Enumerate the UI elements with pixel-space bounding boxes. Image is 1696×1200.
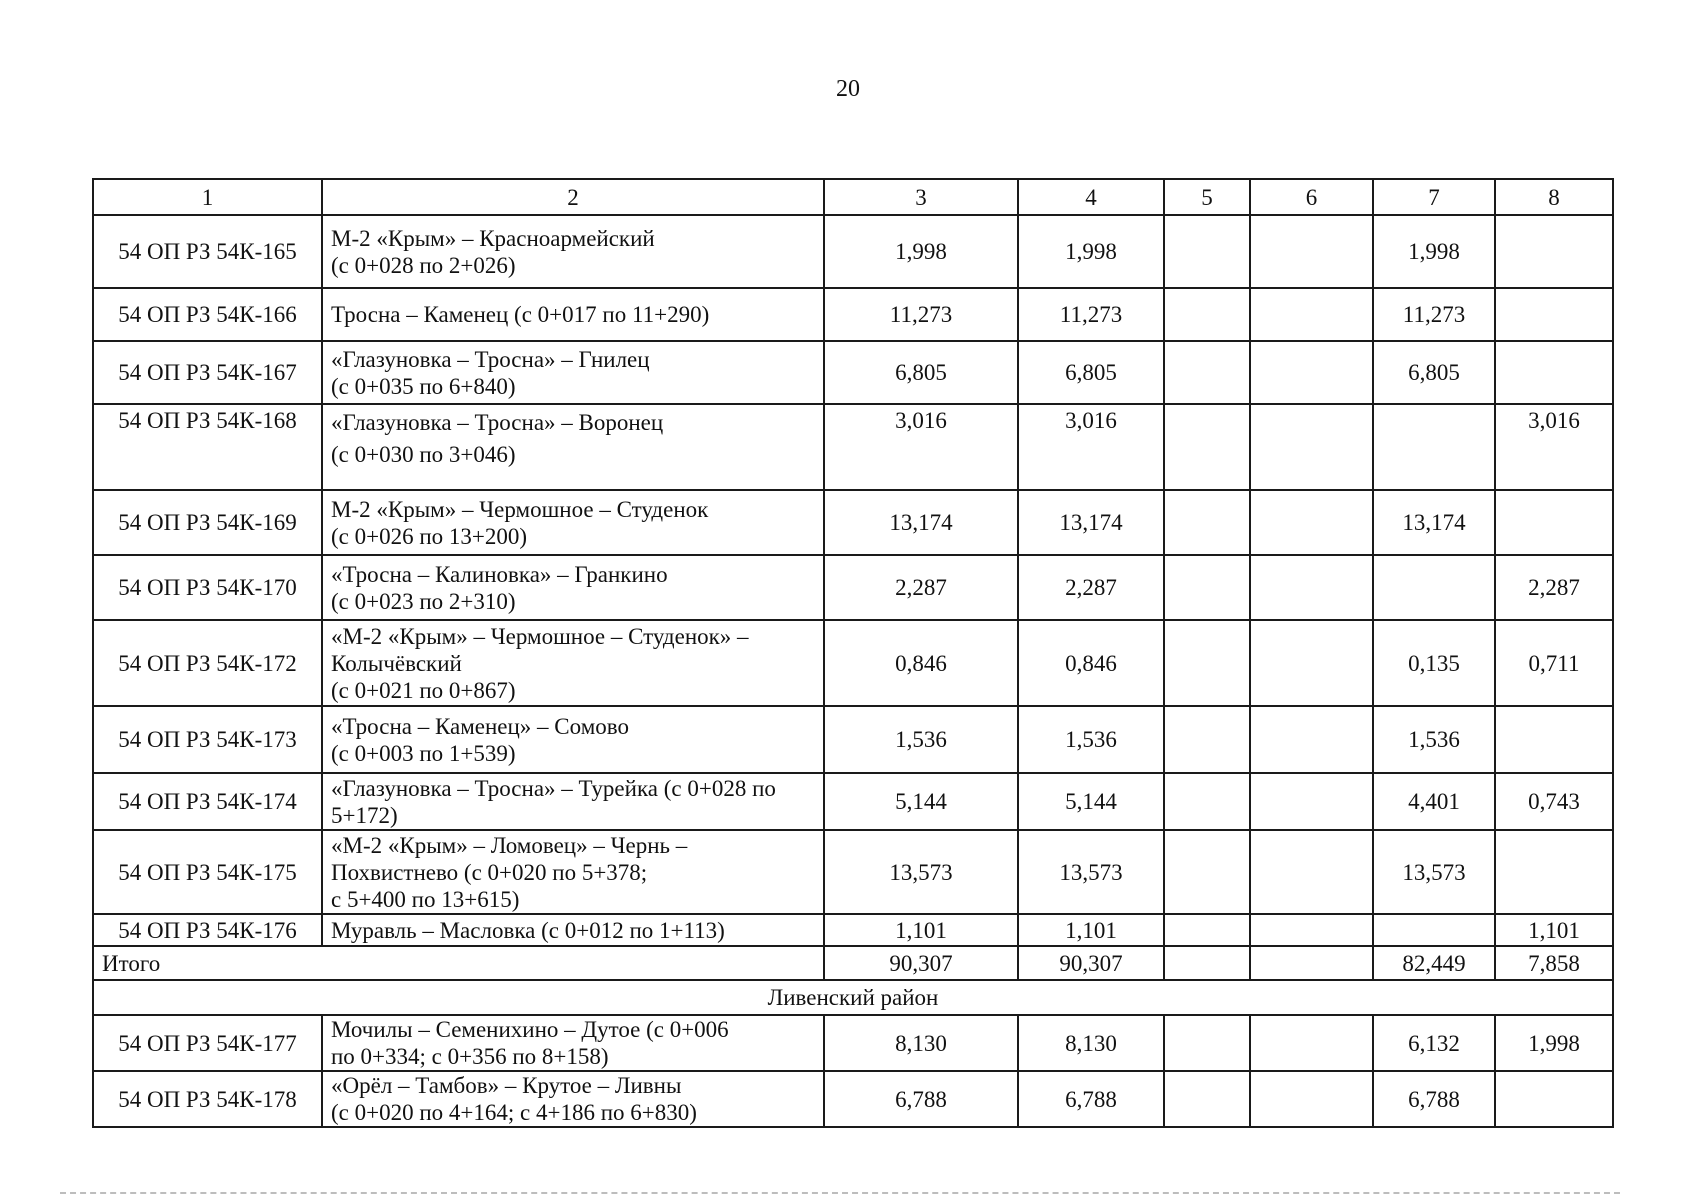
cell-col3: 1,101 xyxy=(824,914,1018,946)
cell-col5 xyxy=(1164,341,1250,404)
cell-col4: 1,998 xyxy=(1018,215,1164,288)
cell-col4: 1,536 xyxy=(1018,706,1164,773)
table-row xyxy=(93,773,1613,830)
cell-col5 xyxy=(1164,215,1250,288)
cell-col3: 0,846 xyxy=(824,620,1018,706)
road-code: 54 ОП РЗ 54К-176 xyxy=(93,914,322,946)
cell-col5 xyxy=(1164,773,1250,830)
cell-col8: 1,998 xyxy=(1495,1015,1613,1071)
cell-col8: 0,743 xyxy=(1495,773,1613,830)
road-name: М-2 «Крым» – Красноармейский (с 0+028 по 2+026) xyxy=(322,215,824,288)
table-row xyxy=(93,620,1613,706)
scan-artifact-line xyxy=(60,1192,1620,1196)
cell-col7: 0,135 xyxy=(1373,620,1495,706)
road-code: 54 ОП РЗ 54К-178 xyxy=(93,1071,322,1127)
cell-col8: 0,711 xyxy=(1495,620,1613,706)
header-cell: 4 xyxy=(1018,179,1164,215)
cell-col5 xyxy=(1164,620,1250,706)
cell-col8 xyxy=(1495,706,1613,773)
cell-col3: 11,273 xyxy=(824,288,1018,341)
cell-col8 xyxy=(1495,215,1613,288)
table-row xyxy=(93,555,1613,620)
header-cell: 3 xyxy=(824,179,1018,215)
cell-col8: 3,016 xyxy=(1495,404,1613,490)
cell-col6 xyxy=(1250,1015,1373,1071)
cell-col8: 1,101 xyxy=(1495,914,1613,946)
road-name: «М-2 «Крым» – Чермошное – Студенок» – Колычёвский (с 0+021 по 0+867) xyxy=(322,620,824,706)
table-row xyxy=(93,341,1613,404)
road-code: 54 ОП РЗ 54К-173 xyxy=(93,706,322,773)
road-name: «Глазуновка – Тросна» – Воронец (с 0+030 по 3+046) xyxy=(322,404,824,490)
cell-col5 xyxy=(1164,490,1250,555)
header-cell: 7 xyxy=(1373,179,1495,215)
road-code: 54 ОП РЗ 54К-170 xyxy=(93,555,322,620)
section-row xyxy=(93,980,1613,1015)
total-col7: 82,449 xyxy=(1373,946,1495,980)
page-number: 20 xyxy=(836,76,860,102)
cell-col7 xyxy=(1373,555,1495,620)
cell-col6 xyxy=(1250,215,1373,288)
column-number-header xyxy=(93,179,1613,215)
cell-col4: 6,788 xyxy=(1018,1071,1164,1127)
header-cell: 8 xyxy=(1495,179,1613,215)
cell-col7: 6,805 xyxy=(1373,341,1495,404)
cell-col6 xyxy=(1250,914,1373,946)
cell-col8 xyxy=(1495,490,1613,555)
cell-col5 xyxy=(1164,555,1250,620)
cell-col8 xyxy=(1495,341,1613,404)
cell-col3: 8,130 xyxy=(824,1015,1018,1071)
cell-col3: 6,788 xyxy=(824,1071,1018,1127)
cell-col3: 13,573 xyxy=(824,830,1018,914)
cell-col6 xyxy=(1250,404,1373,490)
header-cell: 2 xyxy=(322,179,824,215)
cell-col3: 1,998 xyxy=(824,215,1018,288)
road-name: Муравль – Масловка (с 0+012 по 1+113) xyxy=(322,914,824,946)
cell-col3: 3,016 xyxy=(824,404,1018,490)
cell-col7: 6,788 xyxy=(1373,1071,1495,1127)
road-code: 54 ОП РЗ 54К-168 xyxy=(93,404,322,490)
cell-col6 xyxy=(1250,555,1373,620)
table-row xyxy=(93,706,1613,773)
total-col5 xyxy=(1164,946,1250,980)
cell-col5 xyxy=(1164,914,1250,946)
roads-table xyxy=(92,178,1614,1128)
cell-col3: 5,144 xyxy=(824,773,1018,830)
road-code: 54 ОП РЗ 54К-172 xyxy=(93,620,322,706)
cell-col4: 8,130 xyxy=(1018,1015,1164,1071)
total-col3: 90,307 xyxy=(824,946,1018,980)
cell-col4: 13,573 xyxy=(1018,830,1164,914)
cell-col7: 11,273 xyxy=(1373,288,1495,341)
road-name: Тросна – Каменец (с 0+017 по 11+290) xyxy=(322,288,824,341)
cell-col6 xyxy=(1250,706,1373,773)
cell-col4: 11,273 xyxy=(1018,288,1164,341)
cell-col3: 6,805 xyxy=(824,341,1018,404)
table-row xyxy=(93,1071,1613,1127)
cell-col4: 2,287 xyxy=(1018,555,1164,620)
cell-col4: 6,805 xyxy=(1018,341,1164,404)
road-name: «М-2 «Крым» – Ломовец» – Чернь – Похвистнево (с 0+020 по 5+378; с 5+400 по 13+615) xyxy=(322,830,824,914)
total-row xyxy=(93,946,1613,980)
road-code: 54 ОП РЗ 54К-177 xyxy=(93,1015,322,1071)
section-title: Ливенский район xyxy=(93,980,1613,1015)
total-label: Итого xyxy=(93,946,824,980)
road-code: 54 ОП РЗ 54К-174 xyxy=(93,773,322,830)
cell-col4: 3,016 xyxy=(1018,404,1164,490)
total-col8: 7,858 xyxy=(1495,946,1613,980)
cell-col5 xyxy=(1164,1015,1250,1071)
road-code: 54 ОП РЗ 54К-166 xyxy=(93,288,322,341)
road-name: М-2 «Крым» – Чермошное – Студенок (с 0+026 по 13+200) xyxy=(322,490,824,555)
cell-col7: 13,174 xyxy=(1373,490,1495,555)
cell-col7 xyxy=(1373,914,1495,946)
table-row xyxy=(93,288,1613,341)
road-code: 54 ОП РЗ 54К-165 xyxy=(93,215,322,288)
road-name: «Глазуновка – Тросна» – Турейка (с 0+028 по 5+172) xyxy=(322,773,824,830)
table-row xyxy=(93,215,1613,288)
cell-col7: 1,998 xyxy=(1373,215,1495,288)
cell-col6 xyxy=(1250,830,1373,914)
table-row xyxy=(93,914,1613,946)
cell-col7 xyxy=(1373,404,1495,490)
table-row xyxy=(93,830,1613,914)
cell-col7: 13,573 xyxy=(1373,830,1495,914)
total-col6 xyxy=(1250,946,1373,980)
cell-col8 xyxy=(1495,288,1613,341)
cell-col5 xyxy=(1164,404,1250,490)
header-cell: 5 xyxy=(1164,179,1250,215)
table-row xyxy=(93,1015,1613,1071)
cell-col7: 6,132 xyxy=(1373,1015,1495,1071)
cell-col8 xyxy=(1495,830,1613,914)
cell-col4: 13,174 xyxy=(1018,490,1164,555)
cell-col6 xyxy=(1250,773,1373,830)
road-name: «Глазуновка – Тросна» – Гнилец (с 0+035 по 6+840) xyxy=(322,341,824,404)
total-col4: 90,307 xyxy=(1018,946,1164,980)
cell-col5 xyxy=(1164,830,1250,914)
cell-col6 xyxy=(1250,341,1373,404)
cell-col5 xyxy=(1164,1071,1250,1127)
road-code: 54 ОП РЗ 54К-175 xyxy=(93,830,322,914)
cell-col4: 0,846 xyxy=(1018,620,1164,706)
road-name: «Тросна – Каменец» – Сомово (с 0+003 по 1+539) xyxy=(322,706,824,773)
cell-col6 xyxy=(1250,1071,1373,1127)
cell-col5 xyxy=(1164,706,1250,773)
cell-col6 xyxy=(1250,620,1373,706)
cell-col7: 4,401 xyxy=(1373,773,1495,830)
cell-col6 xyxy=(1250,490,1373,555)
cell-col6 xyxy=(1250,288,1373,341)
header-cell: 1 xyxy=(93,179,322,215)
cell-col7: 1,536 xyxy=(1373,706,1495,773)
cell-col3: 1,536 xyxy=(824,706,1018,773)
table-row xyxy=(93,404,1613,490)
cell-col3: 2,287 xyxy=(824,555,1018,620)
road-name: «Тросна – Калиновка» – Гранкино (с 0+023 по 2+310) xyxy=(322,555,824,620)
header-cell: 6 xyxy=(1250,179,1373,215)
road-name: Мочилы – Семенихино – Дутое (с 0+006 по 0+334; с 0+356 по 8+158) xyxy=(322,1015,824,1071)
road-code: 54 ОП РЗ 54К-167 xyxy=(93,341,322,404)
cell-col4: 5,144 xyxy=(1018,773,1164,830)
cell-col8 xyxy=(1495,1071,1613,1127)
table-row xyxy=(93,490,1613,555)
cell-col5 xyxy=(1164,288,1250,341)
road-code: 54 ОП РЗ 54К-169 xyxy=(93,490,322,555)
cell-col3: 13,174 xyxy=(824,490,1018,555)
cell-col4: 1,101 xyxy=(1018,914,1164,946)
road-name: «Орёл – Тамбов» – Крутое – Ливны (с 0+020 по 4+164; с 4+186 по 6+830) xyxy=(322,1071,824,1127)
cell-col8: 2,287 xyxy=(1495,555,1613,620)
